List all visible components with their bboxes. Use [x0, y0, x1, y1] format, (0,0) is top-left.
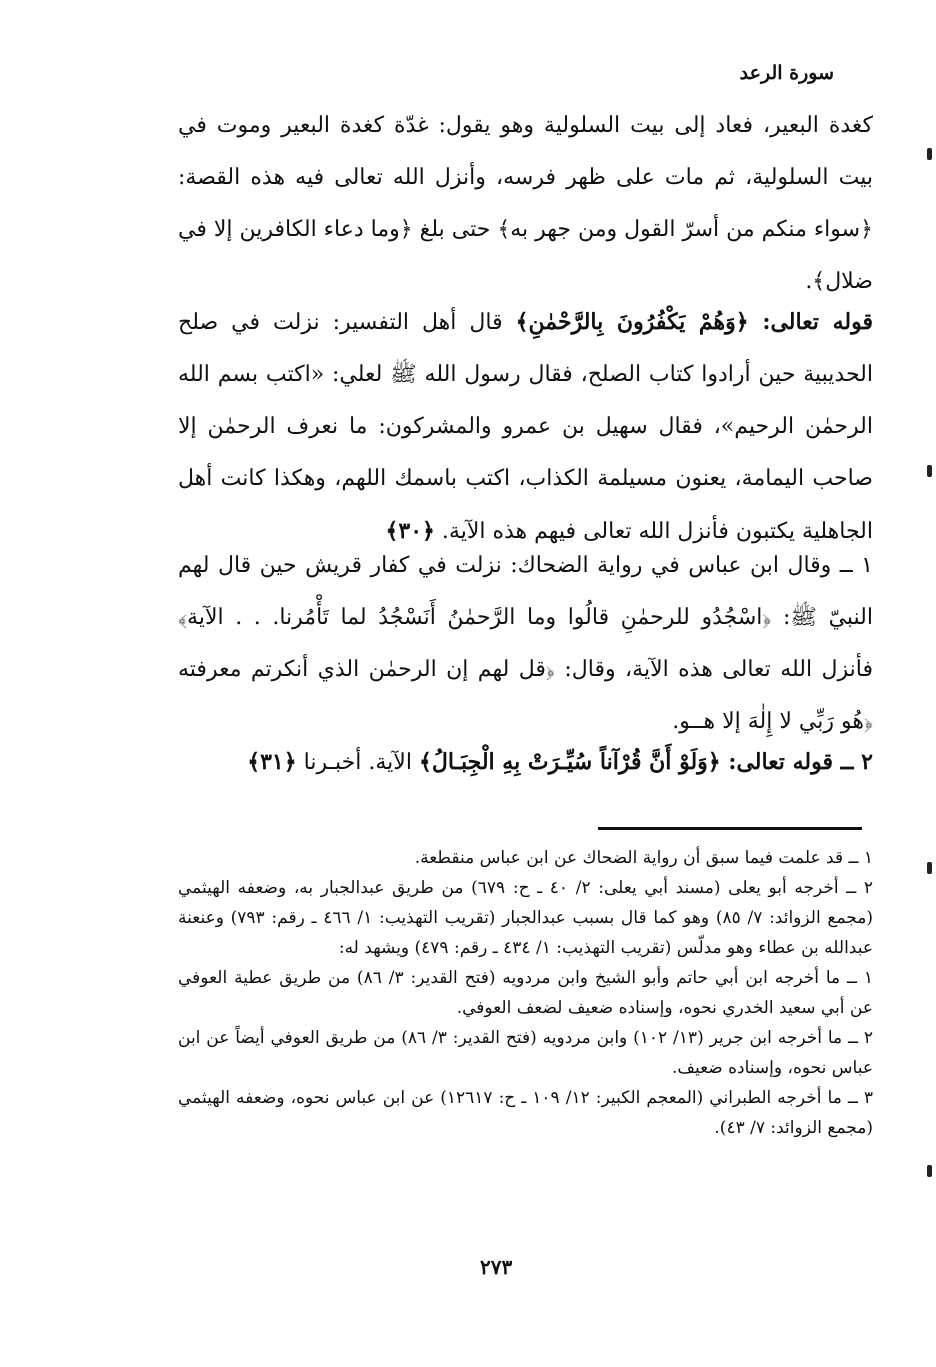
footnote-separator: [598, 827, 862, 830]
paragraph-4-body: الآية. أخبـرنا: [303, 750, 419, 775]
paragraph-1: كغدة البعير، فعاد إلى بيت السلولية وهو يقول: غدّة كغدة البعير وموت في بيت السلولية، ثم مات على ظهر فرسه، وأنزل الله تعالى فيه هذه القصة: ﴿سواء منكم من أسرّ القول ومن جهر به﴾ حتى بلغ ﴿وما دعاء الكافرين إلا في ضلال﴾.: [178, 113, 873, 294]
footnote-2-support-1: ١ ــ ما أخرجه ابن أبي حاتم وأبو الشيخ وابن مردويه (فتح القدير: ٣/ ٨٦) من طريق عطية العوفي عن أبي سعيد الخدري نحوه، وإسناده ضعيف لضعف العوفي.: [178, 968, 873, 1018]
running-header: سورة الرعد: [739, 62, 834, 84]
footnote-2-support-2: ٢ ــ ما أخرجه ابن جرير (١٣/ ١٠٢) وابن مردويه (فتح القدير: ٣/ ٨٦) من طريق العوفي أيضاً عن ابن عباس نحوه، وإسناده ضعيف.: [178, 1028, 874, 1078]
footnote-2: ٢ ــ أخرجه أبو يعلى (مسند أبي يعلى: ٢/ ٤٠ ـ ح: ٦٧٩) من طريق عبدالجبار به، وضعفه الهيثمي (مجمع الزوائد: ٧/ ٨٥) وهو كما قال بسبب عبدالجبار (تقريب التهذيب: ١/ ٤٦٦ ـ رقم: ٧٩٣) وعنعنة عبدالله بن عطاء وهو مدلّس (تقريب التهذيب: ١/ ٤٣٤ ـ رقم: ٤٧٩) ويشهد له:: [178, 878, 873, 958]
paragraph-4-lead: ٢ ــ قوله تعالى: ﴿وَلَوْ أَنَّ قُرْآناً سُيِّـرَتْ بِهِ الْجِبَـالُ﴾: [418, 749, 873, 775]
verse-number-30: ﴿٣٠﴾: [385, 518, 435, 544]
margin-mark: [927, 1165, 932, 1177]
verse-number-31: ﴿٣١﴾: [247, 749, 297, 775]
margin-mark: [927, 862, 932, 874]
margin-mark: [927, 465, 932, 477]
paragraph-2-body: قال أهل التفسير: نزلت في صلح الحديبية حين أرادوا كتاب الصلح، فقال رسول الله ﷺ لعلي: «اكتب بسم الله الرحمٰن الرحيم»، فقال سهيل بن عمرو والمشركون: ما نعرف الرحمٰن إلا صاحب اليمامة، يعنون مسيلمة الكذاب، اكتب باسمك اللهم، وهكذا كانت أهل الجاهلية يكتبون فأنزل الله تعالى فيهم هذه الآية.: [178, 310, 873, 544]
paragraph-3: ١ ــ وقال ابن عباس في رواية الضحاك: نزلت في كفار قريش حين قال لهم النبيّ ﷺ: ﴿اسْجُدُو للرحمٰنِ قالُوا وما الرَّحمٰنُ أَنَسْجُدُ لما تَأْمُرنا. . . الآية﴾ فأنزل الله تعالى هذه الآية، وقال: ﴿قل لهم إن الرحمٰن الذي أنكرتم معرفته ﴿هُو رَبِّي لا إِلٰهَ إلا هــو.: [178, 553, 873, 734]
margin-mark: [927, 148, 932, 160]
page-number: ٢٧٣: [480, 1255, 513, 1279]
footnote-1: ١ ــ قد علمت فيما سبق أن رواية الضحاك عن ابن عباس منقطعة.: [414, 848, 873, 868]
footnotes: [178, 843, 873, 1143]
paragraph-4: [178, 736, 873, 789]
paragraph-2-lead: قوله تعالى: ﴿وَهُمْ يَكْفُرُونَ بِالرَّحْمٰنِ﴾: [515, 309, 873, 335]
paragraph-2: [178, 296, 873, 558]
footnote-2-support-3: ٣ ــ ما أخرجه الطبراني (المعجم الكبير: ١٢/ ١٠٩ ـ ح: ١٢٦١٧) عن ابن عباس نحوه، وضعفه الهيثمي (مجمع الزوائد: ٧/ ٤٣).: [178, 1088, 873, 1138]
